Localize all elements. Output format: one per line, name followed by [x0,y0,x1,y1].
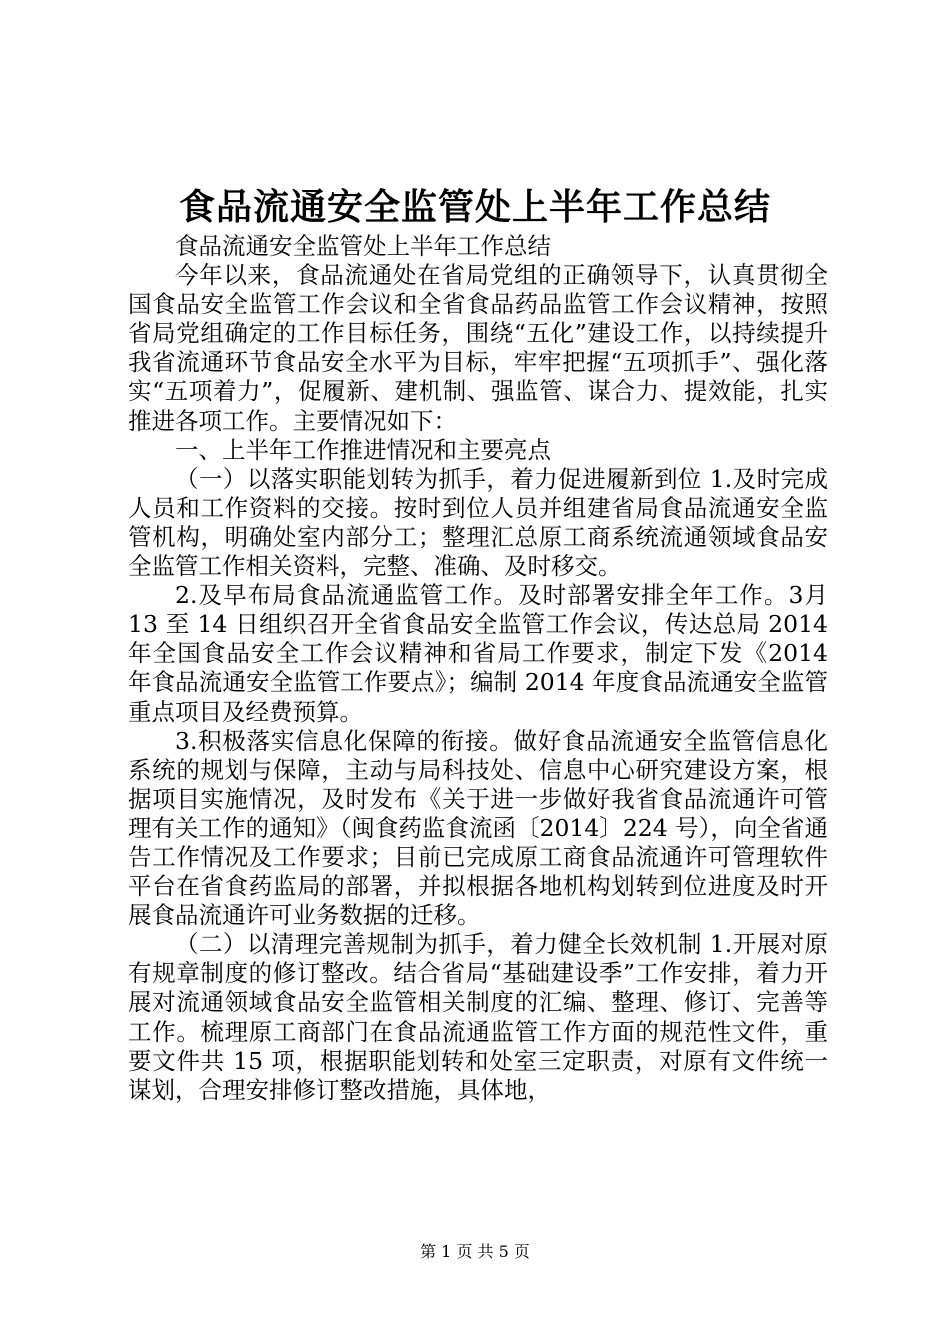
body-paragraph: （一）以落实职能划转为抓手，着力促进履新到位 1.及时完成人员和工作资料的交接。按时到位人员并组建省局食品流通安全监管机构，明确处室内部分工；整理汇总原工商系统流通领域食品安全监管工作相关资料，完整、准确、及时移交。 [128,464,828,581]
body-paragraph: （二）以清理完善规制为抓手，着力健全长效机制 1.开展对原有规章制度的修订整改。结合省局“基础建设季”工作安排，着力开展对流通领域食品安全监管相关制度的汇编、整理、修订、完善等工作。梳理原工商部门在食品流通监管工作方面的规范性文件，重要文件共 15 项，根据职能划转和处室三定职责，对原有文件统一谋划，合理安排修订整改措施，具体地， [128,930,828,1104]
body-paragraph: 3.积极落实信息化保障的衔接。做好食品流通安全监管信息化系统的规划与保障，主动与局科技处、信息中心研究建设方案，根据项目实施情况，及时发布《关于进一步做好我省食品流通许可管理有关工作的通知》（闽食药监食流函〔2014〕224 号），向全省通告工作情况及工作要求；目前已完成原工商食品流通许可管理软件平台在省食药监局的部署，并拟根据各地机构划转到位进度及时开展食品流通许可业务数据的迁移。 [128,726,828,930]
body-paragraph: 今年以来，食品流通处在省局党组的正确领导下，认真贯彻全国食品安全监管工作会议和全省食品药品监管工作会议精神，按照省局党组确定的工作目标任务，围绕“五化”建设工作，以持续提升我省流通环节食品安全水平为目标，牢牢把握“五项抓手”、强化落实“五项着力”，促履新、建机制、强监管、谋合力、提效能，扎实推进各项工作。主要情况如下： [128,261,828,435]
document-body [128,232,828,1105]
section-heading: 一、上半年工作推进情况和主要亮点 [175,435,551,464]
body-paragraph: 2.及早布局食品流通监管工作。及时部署安排全年工作。3月 13 至 14 日组织召开全省食品安全监管工作会议，传达总局 2014 年全国食品安全工作会议精神和省局工作要求，制定下发《2014 年食品流通安全监管工作要点》；编制 2014 年度食品流通安全监管重点项目及经费预算。 [128,581,828,726]
page-footer: 第 1 页 共 5 页 [420,1242,530,1261]
document-title: 食品流通安全监管处上半年工作总结 [178,187,771,228]
body-paragraph: 食品流通安全监管处上半年工作总结 [175,232,551,260]
